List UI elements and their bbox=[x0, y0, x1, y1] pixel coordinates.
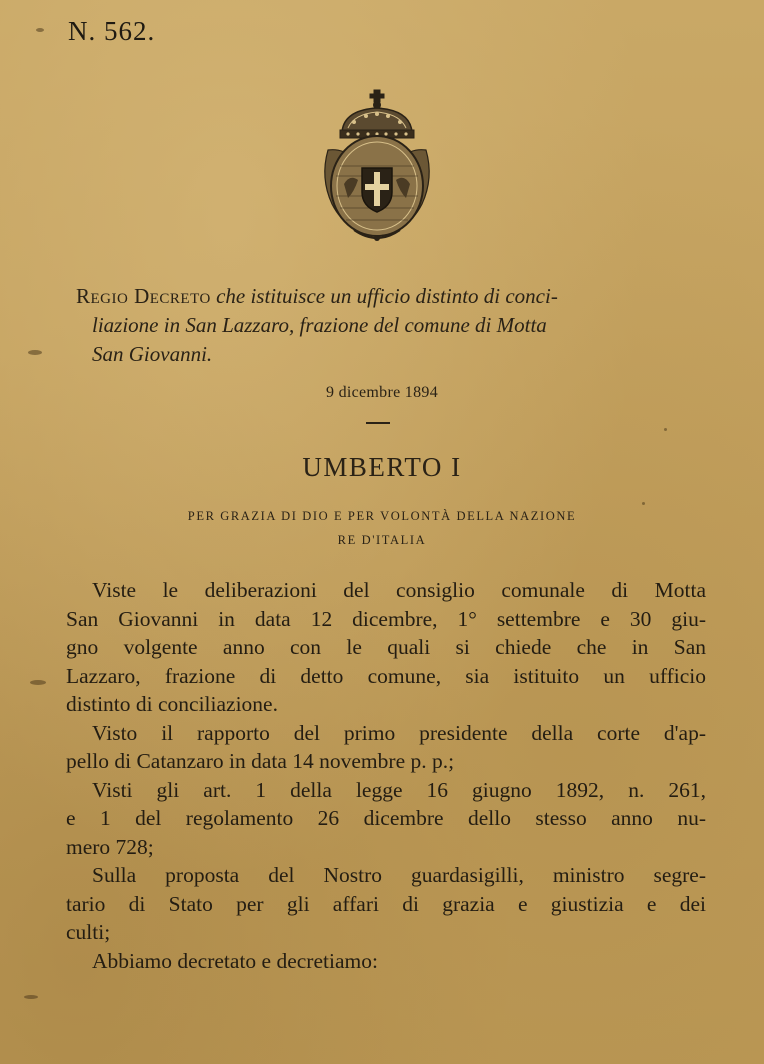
body-line: Abbiamo decretato e decretiamo: bbox=[92, 948, 378, 973]
document-number: N. 562. bbox=[68, 16, 156, 46]
paper-speck bbox=[30, 680, 46, 685]
decree-title-line3: San Giovanni. bbox=[92, 342, 213, 366]
body-line: distinto di conciliazione. bbox=[66, 692, 278, 716]
body-line: e 1 del regolamento 26 dicembre dello stesso anno nu- bbox=[66, 806, 706, 830]
decree-date: 9 dicembre 1894 bbox=[325, 384, 439, 401]
decree-title bbox=[76, 282, 716, 369]
decree-title-line2: liazione in San Lazzaro, frazione del comune di Motta bbox=[92, 313, 547, 337]
coat-of-arms-icon bbox=[314, 88, 440, 246]
paper-speck bbox=[36, 28, 44, 32]
body-line: mero 728; bbox=[66, 834, 154, 859]
body-line: Visto il rapporto del primo presidente della corte d'ap- bbox=[92, 720, 706, 745]
paper-speck bbox=[664, 428, 667, 431]
decree-body bbox=[66, 576, 706, 975]
body-line: Sulla proposta del Nostro guardasigilli, ministro segre- bbox=[92, 863, 706, 887]
royal-title-line1: PER GRAZIA DI DIO E PER VOLONTÀ DELLA NAZIONE bbox=[187, 509, 577, 523]
body-line: pello di Catanzaro in data 14 novembre p. p.; bbox=[66, 749, 455, 773]
body-line: San Giovanni in data 12 dicembre, 1° settembre e 30 giu- bbox=[66, 606, 706, 631]
body-line: gno volgente anno con le quali si chiede che in San bbox=[66, 635, 706, 659]
body-line: Viste le deliberazioni del consiglio comunale di Motta bbox=[92, 578, 706, 602]
paper-speck bbox=[24, 995, 38, 999]
royal-title-line2: RE D'ITALIA bbox=[337, 533, 427, 547]
royal-title bbox=[0, 504, 764, 552]
body-line: Lazzaro, frazione di detto comune, sia istituito un ufficio bbox=[66, 663, 706, 688]
decree-title-line1: che istituisce un ufficio distinto di conci- bbox=[210, 284, 558, 308]
body-line: culti; bbox=[66, 920, 111, 944]
paper-speck bbox=[642, 502, 645, 505]
decree-title-lead: Regio Decreto bbox=[76, 284, 211, 308]
body-line: tario di Stato per gli affari di grazia e giustizia e dei bbox=[66, 891, 706, 916]
separator-rule bbox=[366, 422, 390, 424]
king-name: UMBERTO I bbox=[302, 452, 462, 482]
body-line: Visti gli art. 1 della legge 16 giugno 1892, n. 261, bbox=[92, 777, 706, 802]
paper-speck bbox=[28, 350, 42, 355]
